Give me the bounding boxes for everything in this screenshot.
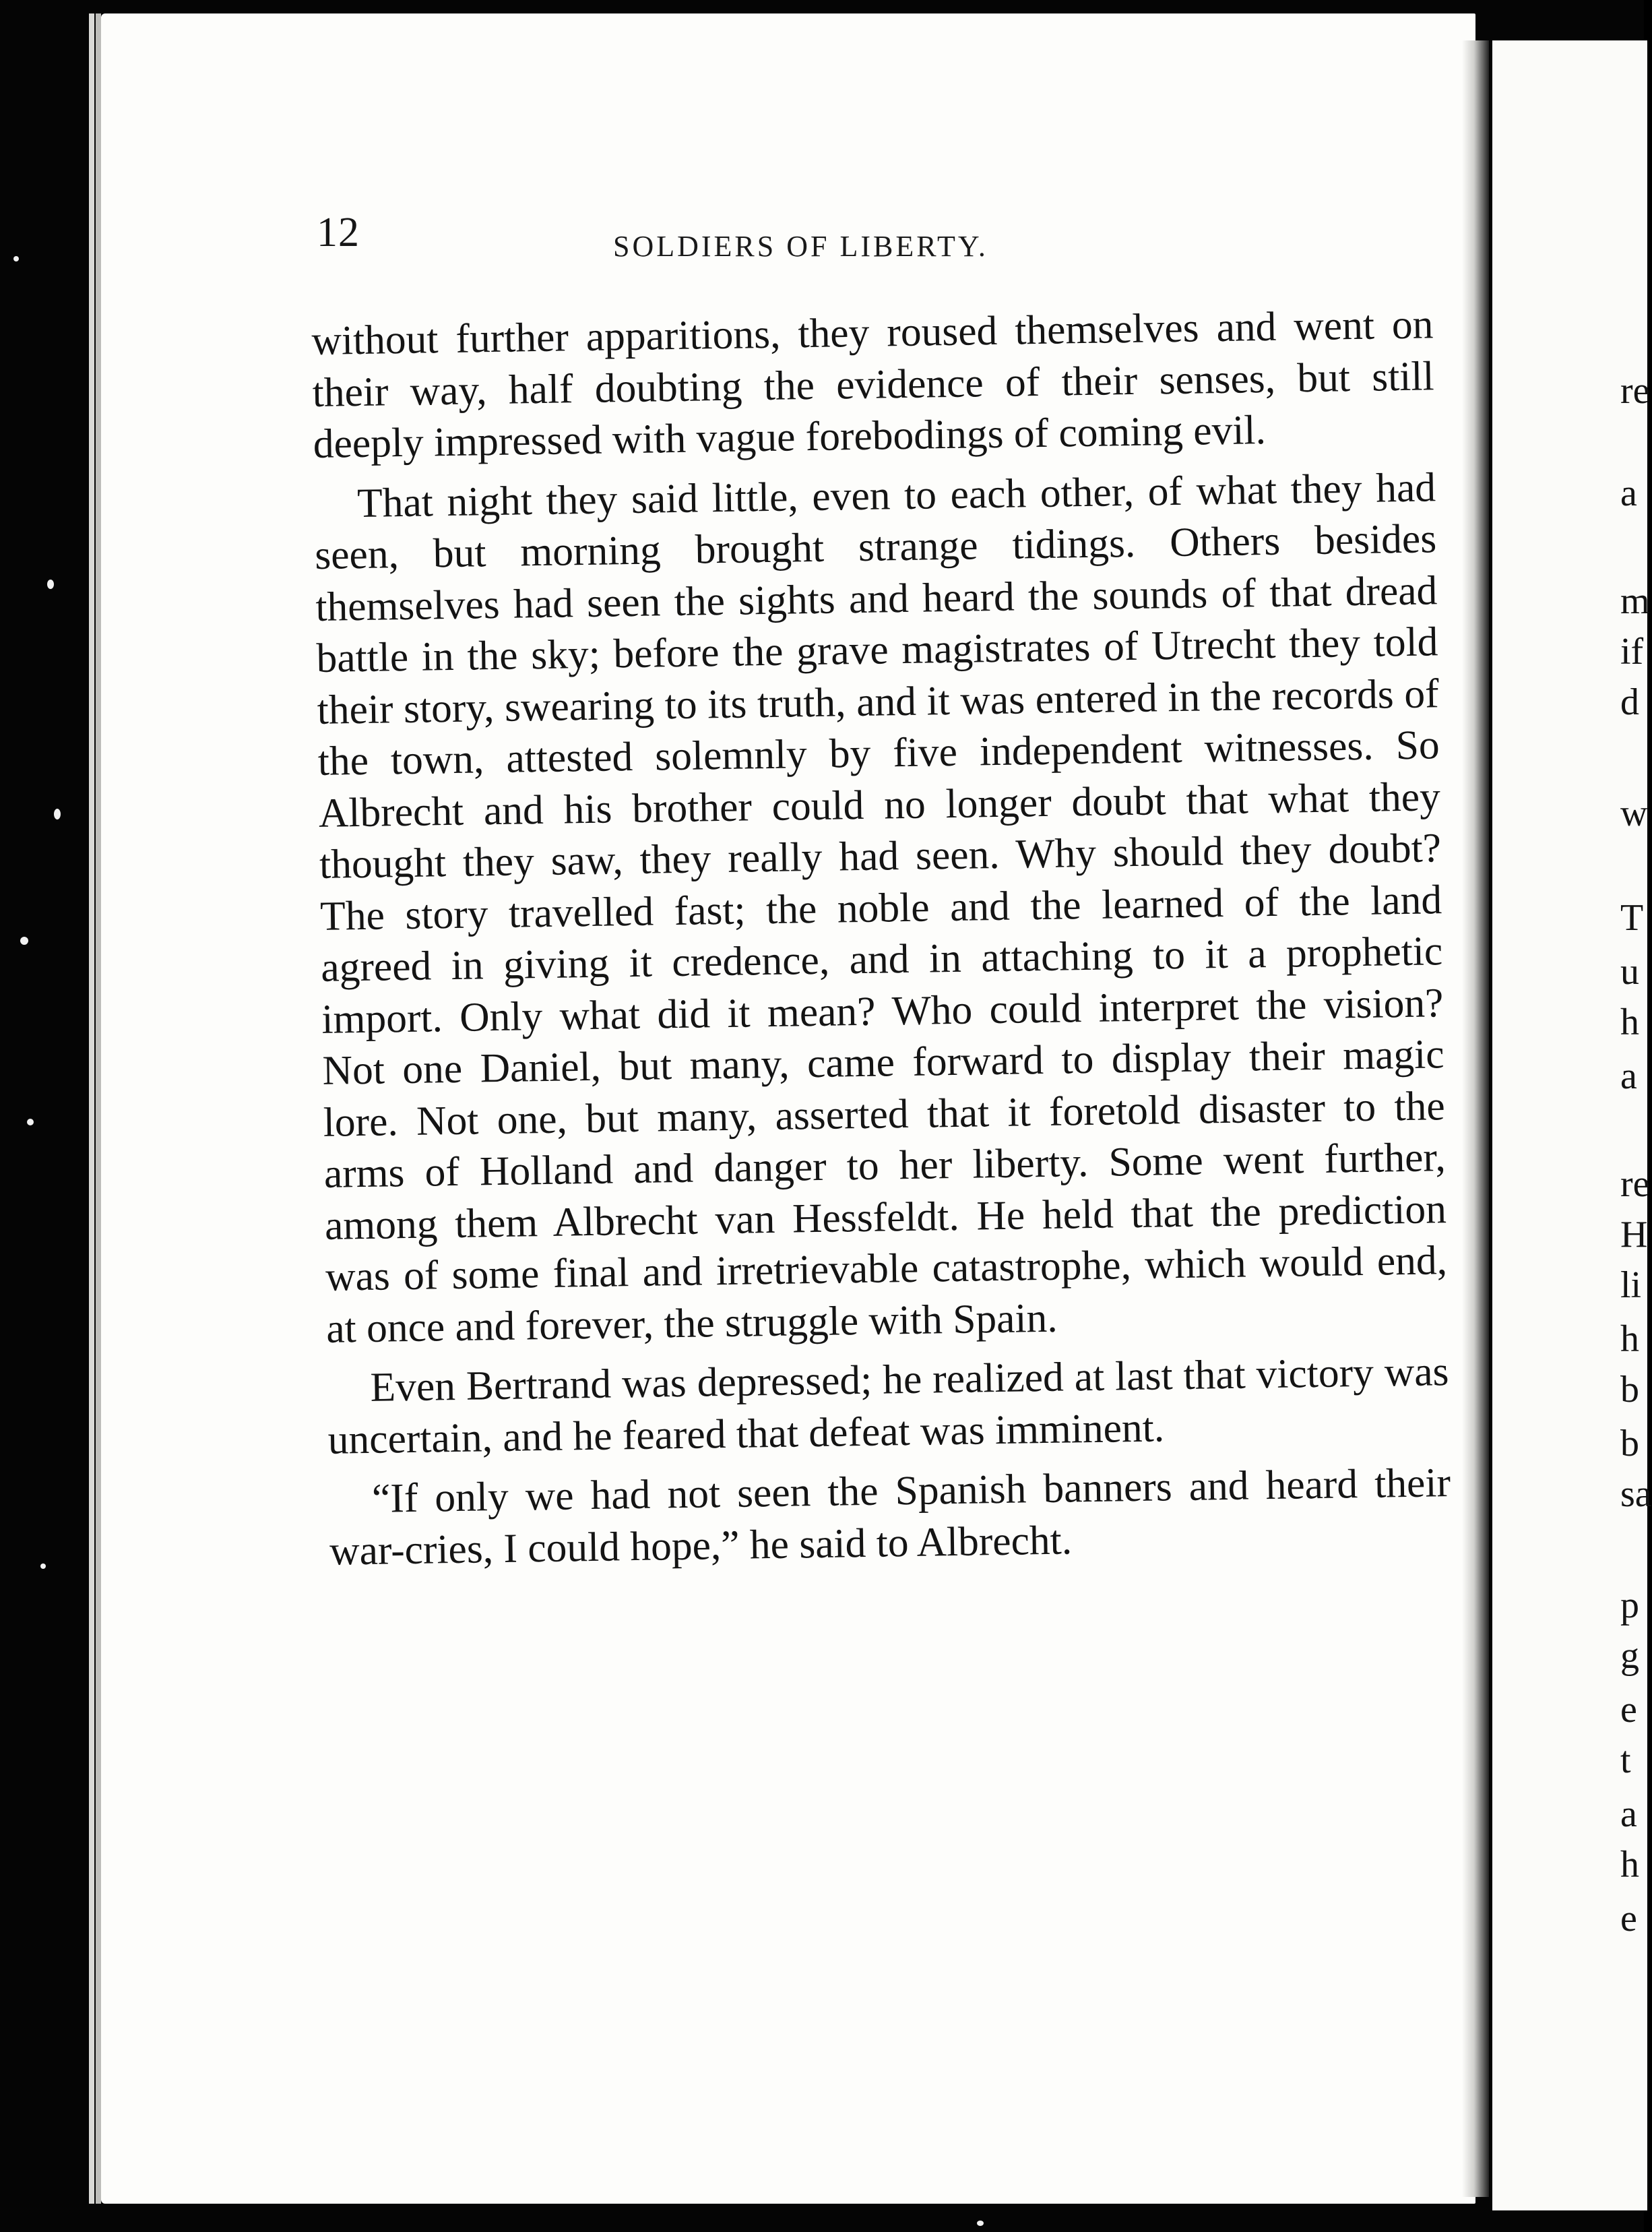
page-edge-stack bbox=[89, 13, 94, 2204]
facing-fragment: b bbox=[1620, 1423, 1639, 1464]
paragraph: Even Bertrand was depressed; he realized at last that victory was uncertain, and he feared that defeat was imminent. bbox=[327, 1348, 1449, 1463]
facing-fragment: t bbox=[1620, 1739, 1631, 1781]
facing-fragment: d bbox=[1620, 681, 1639, 723]
page-number: 12 bbox=[317, 210, 360, 255]
facing-fragment: h bbox=[1620, 1318, 1639, 1360]
facing-fragment: re bbox=[1620, 370, 1650, 412]
running-title: SOLDIERS OF LIBERTY. bbox=[613, 230, 988, 263]
page-edge-stack bbox=[96, 13, 101, 2204]
facing-fragment: a bbox=[1620, 1793, 1637, 1835]
scan-speck bbox=[47, 580, 54, 589]
gutter-shadow bbox=[1462, 40, 1489, 2197]
scan-speck bbox=[20, 937, 28, 945]
facing-fragment: e bbox=[1620, 1689, 1637, 1731]
facing-fragment: a bbox=[1620, 472, 1637, 514]
facing-fragment: b bbox=[1620, 1369, 1639, 1410]
facing-fragment: p bbox=[1620, 1584, 1639, 1626]
facing-fragment: w bbox=[1620, 793, 1648, 834]
facing-fragment: H bbox=[1620, 1214, 1648, 1256]
facing-fragment: sa bbox=[1620, 1473, 1652, 1515]
scan-speck bbox=[977, 2221, 984, 2226]
paragraph: without further apparitions, they roused themselves and went on their way, half doubting the evidence of their senses, but still deeply impressed with vague forebodings of coming evil. bbox=[311, 301, 1435, 467]
facing-fragment: a bbox=[1620, 1055, 1637, 1097]
facing-fragment: g bbox=[1620, 1635, 1639, 1677]
facing-fragment: li bbox=[1620, 1264, 1642, 1306]
scan-speck bbox=[27, 1119, 34, 1125]
scan-speck bbox=[40, 1563, 46, 1569]
facing-fragment: T bbox=[1620, 897, 1644, 939]
facing-fragment: e bbox=[1620, 1898, 1637, 1940]
page-body bbox=[311, 299, 1452, 1584]
left-page bbox=[101, 13, 1475, 2204]
paragraph: That night they said little, even to each other, of what they had seen, but morning brought strange tidings. Others besides themselves had seen the sights and heard the sounds of that dread battle in the sky; before the grave magistrates of Utrecht they told their story, swearing to its truth, and it was entered in the records of the town, attested solemnly by five independent witnesses. So Albrecht and his brother could no longer doubt that what they thought they saw, they really had seen. Why should they doubt? The story travelled fast; the noble and the learned of the land agreed in giving it credence, and in attaching to it a prophetic import. Only what did it mean? Who could interpret the vision? Not one Daniel, but many, came forward to display their magic lore. Not one, but many, asserted that it foretold disaster to the arms of Holland and danger to her liberty. Some went further, among them Albrecht van Hessfeldt. He held that the prediction was of some final and irretrievable catastrophe, which would end, at once and forever, the struggle with Spain. bbox=[314, 464, 1448, 1352]
facing-fragment: if bbox=[1620, 631, 1644, 673]
facing-fragment: u bbox=[1620, 951, 1639, 993]
facing-page-text-fragments bbox=[1620, 0, 1652, 2232]
facing-fragment: m bbox=[1620, 580, 1650, 622]
scan-speck bbox=[13, 256, 19, 261]
paragraph: “If only we had not seen the Spanish banners and heard their war-cries, I could hope,” he said to Albrecht. bbox=[329, 1460, 1451, 1574]
scan-speck bbox=[54, 809, 61, 819]
facing-fragment: re bbox=[1620, 1163, 1650, 1205]
facing-fragment: h bbox=[1620, 1844, 1639, 1886]
facing-fragment: h bbox=[1620, 1001, 1639, 1043]
